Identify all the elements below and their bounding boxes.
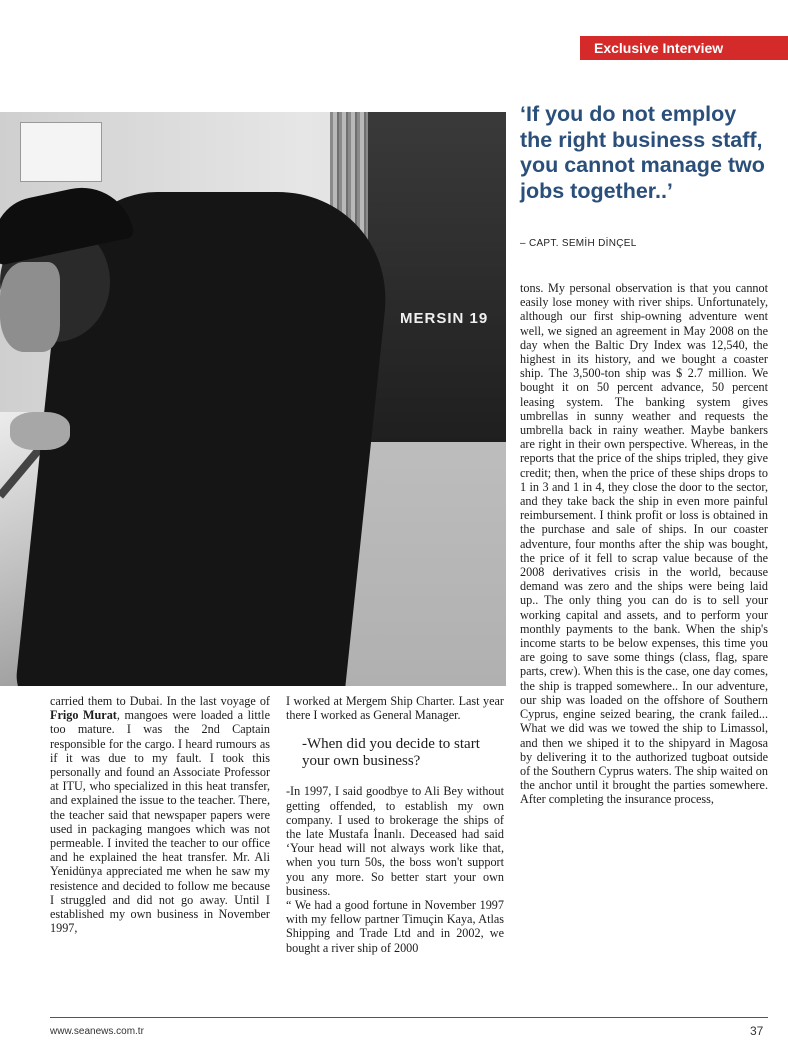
pull-quote: ‘If you do not employ the right business staff, you cannot manage two jobs together..’ — [520, 102, 765, 203]
pull-quote-byline: – CAPT. SEMİH DİNÇEL — [520, 238, 637, 249]
text-run: , mangoes were loaded a little too mature. I was the 2nd Captain responsible for the cargo. I heard rumours as if it was due to my fault. I took this personally and found an Associate Professor at ITU, who specialized in this heat transfer, and explained the issue to the teacher. There, the teacher said that newspaper papers were used in packaging mangoes which was not permeable. I invited the teacher to our office and he explained the heat transfer. Mr. Ali Yenidünya appreciated me when he saw my resistence and decided to follow me because I struggled and did not go away. Until I established my own business in November 1997, — [50, 708, 270, 936]
article-paragraph: -In 1997, I said goodbye to Ali Bey without getting offended, to establish my own company. I used to brokerage the ships of the late Mustafa İnanlı. Deceased had said ‘Your head will not always work like that, when you turn 50s, the boss won't support you any more. So better start your own business. — [286, 784, 504, 898]
article-paragraph: “ We had a good fortune in November 1997 with my fellow partner Timuçin Kaya, Atlas Shipping and Trade Ltd and in 2002, we bought a river ship of 2000 — [286, 898, 504, 955]
footer-rule — [50, 1017, 768, 1018]
article-column-middle — [286, 694, 504, 986]
text-run: carried them to Dubai. In the last voyage of — [50, 694, 270, 708]
article-column-left — [50, 694, 270, 986]
photo-captain-face — [0, 262, 60, 352]
photo-plaque-text: MERSIN 19 — [400, 310, 489, 327]
page-number: 37 — [750, 1024, 764, 1038]
article-paragraph — [50, 694, 270, 935]
interview-question: -When did you decide to start your own business? — [302, 736, 480, 770]
footer-url: www.seanews.com.tr — [50, 1026, 144, 1037]
ship-name: Frigo Murat — [50, 708, 117, 723]
article-paragraph: I worked at Mergem Ship Charter. Last year there I worked as General Manager. — [286, 694, 504, 723]
section-tag: Exclusive Interview — [580, 36, 788, 60]
article-photo — [0, 112, 506, 686]
article-paragraph: tons. My personal observation is that you cannot easily lose money with river ships. Unfortunately, although our first ship-owning adventure went well, we signed an agreement in May 2008 on the day when the Baltic Dry Index was 12,540, the highest in its history, and we bought a coaster ship. The 3,500-ton ship was $ 2.7 million. We bought it on 50 percent advance, 50 percent leasing system. The banking system gives umbrellas in sunny weather and requests the umbrella back in rainy weather. Maybe bankers are right in their own perspective. Whereas, in the reports that the price of the ships tripled, they give credit; then, when the price of these ships drops to 1 in 3 and 1 in 4, they close the door to the sector, and they take back the ship in even more painful reimbursement. I think profit or loss is obtained in the purchase and sale of ships. In our coaster adventure, four months after the ship was bought, the price of it fell to scrap value because of the 2008 derivatives crisis in the world, because demand was zero and the ships were being laid up.. The only thing you can do is to sell your working capital and assets, and to perform your monthly payments to the bank. When the ship's income starts to be below expenses, this time you are going to save some things (class, flag, spare parts, crew). When this is the case, one day comes, the ship is trapped somewhere.. In our adventure, our ship was loaded on the offshore of Southern Cyprus, engine seized bearing, the crank failed... What we did was we towed the ship to Limassol, and then we shiped it to the shipyard in Magosa by delivering it to the authorized tugboat outside of the Southern Cyprus waters. The ship waited on the anchor until it brought the parties somewhere. After completing the insurance process, — [520, 281, 768, 807]
article-column-right — [520, 281, 768, 986]
photo-captain-hand — [10, 412, 70, 450]
photo-wall-paper — [20, 122, 102, 182]
photo-plaque — [368, 112, 506, 442]
